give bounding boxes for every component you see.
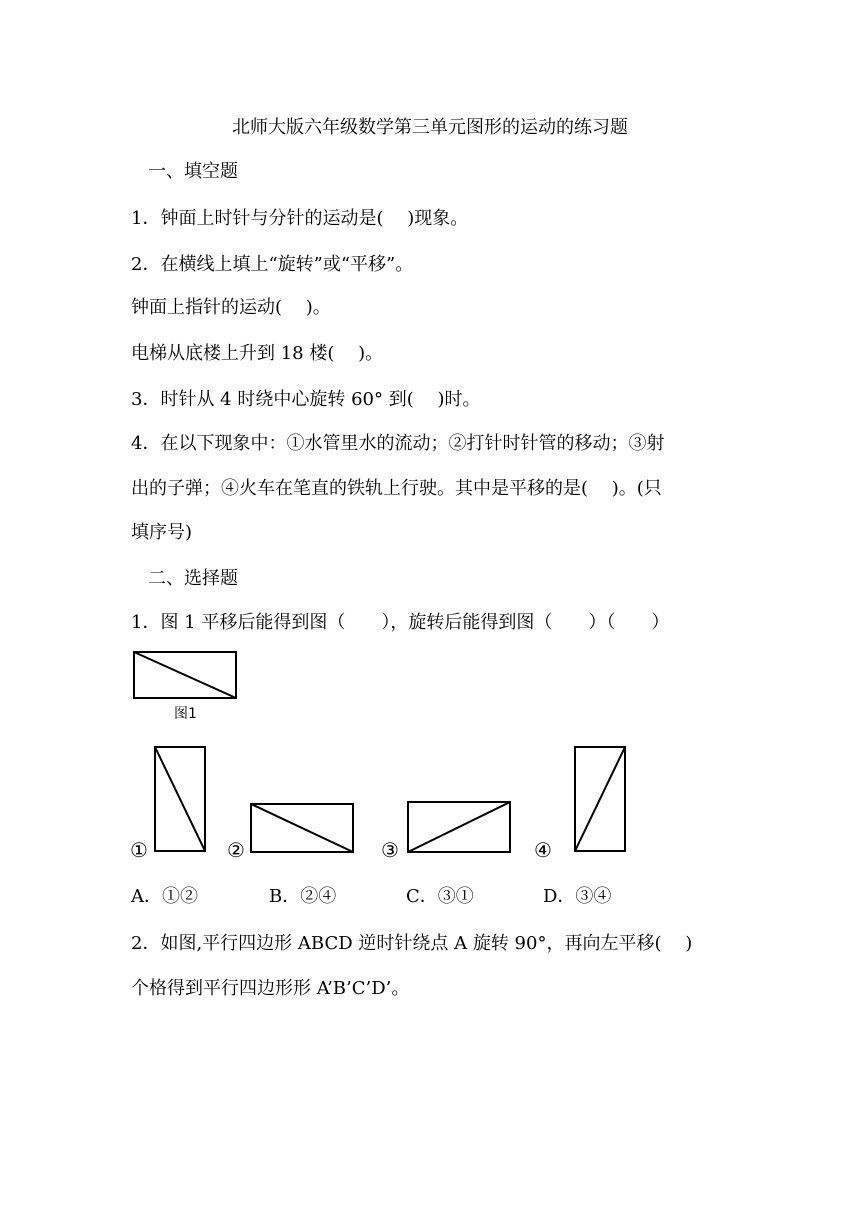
question-1-1: 1．钟面上时针与分针的运动是( )现象。 <box>131 208 469 229</box>
figure-1-rectangle <box>133 651 237 699</box>
question-1-4-line-1: 4．在以下现象中：①水管里水的流动；②打针时针管的移动；③射 <box>131 433 665 454</box>
shape-3-horizontal-rectangle <box>407 801 511 853</box>
question-2-2-line-2: 个格得到平行四边形形 A’B’C’D’。 <box>131 978 410 999</box>
question-1-4-line-2: 出的子弹；④火车在笔直的铁轨上行驶。其中是平移的是( )。(只 <box>131 478 662 499</box>
shape-4-vertical-rectangle <box>574 746 626 852</box>
figure-1-caption: 图1 <box>174 706 197 722</box>
question-1-3: 3．时针从 4 时绕中心旋转 60° 到( )时。 <box>131 389 481 410</box>
shape-label-2: ② <box>227 838 245 862</box>
question-2-1: 1．图 1 平移后能得到图（ ），旋转后能得到图（ ）（ ） <box>131 612 670 633</box>
question-2-2-line-1: 2．如图,平行四边形 ABCD 逆时针绕点 A 旋转 90°，再向左平移( ) <box>131 933 693 954</box>
section-heading-multiple-choice: 二、选择题 <box>148 568 238 589</box>
option-b: B．②④ <box>269 886 337 907</box>
shape-2-horizontal-rectangle <box>250 803 354 853</box>
shape-label-3: ③ <box>381 838 399 862</box>
option-d: D．③④ <box>543 886 612 907</box>
question-1-2: 2．在横线上填上“旋转”或“平移”。 <box>131 254 414 275</box>
shape-label-4: ④ <box>534 838 552 862</box>
question-1-2-a: 钟面上指针的运动( )。 <box>131 297 331 318</box>
shape-1-vertical-rectangle <box>154 746 206 852</box>
option-c: C．③① <box>406 886 474 907</box>
shape-label-1: ① <box>130 838 148 862</box>
question-1-4-line-3: 填序号) <box>131 522 193 543</box>
section-heading-fill-in: 一、填空题 <box>148 161 238 182</box>
page-title: 北师大版六年级数学第三单元图形的运动的练习题 <box>232 117 628 138</box>
question-1-2-b: 电梯从底楼上升到 18 楼( )。 <box>131 343 384 364</box>
option-a: A．①② <box>131 886 198 907</box>
